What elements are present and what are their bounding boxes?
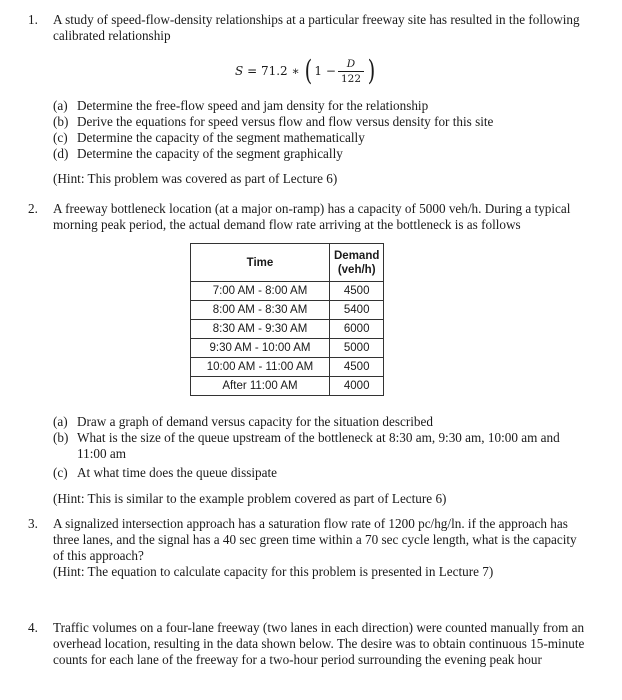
demand-cell: 4500 — [330, 358, 384, 377]
question-1-parts — [28, 98, 588, 187]
question-text: A signalized intersection approach has a saturation flow rate of 1200 pc/hg/ln. if the approach has three lanes, and the signal has a 40 sec green time within a 70 sec cycle length, what is the capacity of this approach? — [53, 516, 577, 563]
sub-item — [53, 146, 588, 162]
question-number: 1. — [28, 12, 38, 27]
sub-item — [53, 414, 588, 430]
question-2-parts — [28, 414, 588, 507]
sub-item-text: Determine the capacity of the segment graphically — [77, 146, 343, 161]
speed-density-formula — [235, 54, 377, 88]
question-3 — [28, 516, 588, 580]
sub-item — [53, 430, 588, 462]
question-1 — [28, 12, 588, 44]
fraction-numerator: D — [346, 57, 356, 70]
sub-item — [53, 465, 588, 481]
table-row — [191, 339, 384, 358]
sub-item-label: (a) — [53, 98, 68, 113]
question-4 — [28, 620, 588, 668]
header-demand-line1: Demand — [334, 249, 380, 262]
formula-minus: − — [325, 64, 336, 78]
formula-multiply: ∗ — [291, 64, 300, 78]
sub-item-label: (c) — [53, 465, 68, 480]
demand-cell: 5400 — [330, 301, 384, 320]
table-row — [191, 320, 384, 339]
fraction-denominator: 122 — [338, 71, 364, 85]
table-row — [191, 377, 384, 396]
formula-equals: = — [247, 64, 258, 78]
time-cell: 8:30 AM - 9:30 AM — [191, 320, 330, 339]
question-text: A study of speed-flow-density relationships at a particular freeway site has resulted in the following calibrated relationship — [53, 12, 580, 43]
time-cell: 10:00 AM - 11:00 AM — [191, 358, 330, 377]
question-text: Traffic volumes on a four-lane freeway (two lanes in each direction) were counted manually from an overhead location, resulting in the data shown below. The desire was to obtain continuous 15-minute counts for each lane of the freeway for a two-hour period surrounding the evening peak hour — [53, 620, 585, 667]
sub-item-text: At what time does the queue dissipate — [77, 465, 277, 480]
sub-item-label: (c) — [53, 130, 68, 145]
table-row — [191, 282, 384, 301]
table-row — [191, 358, 384, 377]
sub-item — [53, 98, 588, 114]
question-number: 3. — [28, 516, 38, 531]
demand-table — [190, 243, 384, 396]
sub-item-text: Determine the capacity of the segment mathematically — [77, 130, 365, 145]
demand-cell: 5000 — [330, 339, 384, 358]
question-text: A freeway bottleneck location (at a major on-ramp) has a capacity of 5000 veh/h. During a typical morning peak period, the actual demand flow rate arriving at the bottleneck is as follows — [53, 201, 571, 232]
sub-item-label: (a) — [53, 414, 68, 429]
sub-item-label: (b) — [53, 430, 69, 445]
formula-fraction — [338, 58, 364, 85]
table-header-row — [191, 244, 384, 282]
formula-lhs: S — [235, 64, 244, 78]
question-number: 2. — [28, 201, 38, 216]
hint-text: (Hint: The equation to calculate capacity for this problem is presented in Lecture 7) — [53, 564, 494, 579]
sub-item — [53, 130, 588, 146]
open-paren: ( — [305, 54, 313, 87]
sub-item-text: Draw a graph of demand versus capacity for the situation described — [77, 414, 433, 429]
table-header-time: Time — [191, 244, 330, 282]
hint-text: (Hint: This is similar to the example problem covered as part of Lecture 6) — [53, 491, 447, 506]
time-cell: After 11:00 AM — [191, 377, 330, 396]
sub-item-label: (d) — [53, 146, 69, 161]
demand-cell: 6000 — [330, 320, 384, 339]
hint-text: (Hint: This problem was covered as part of Lecture 6) — [53, 171, 338, 186]
sub-item-label: (b) — [53, 114, 69, 129]
question-2 — [28, 201, 588, 233]
formula-one: 1 — [314, 64, 323, 78]
table-header-demand — [330, 244, 384, 282]
sub-item — [53, 114, 588, 130]
demand-cell: 4500 — [330, 282, 384, 301]
demand-cell: 4000 — [330, 377, 384, 396]
formula-coefficient: 71.2 — [260, 64, 288, 78]
time-cell: 7:00 AM - 8:00 AM — [191, 282, 330, 301]
sub-item-text: Derive the equations for speed versus flow and flow versus density for this site — [77, 114, 494, 129]
time-cell: 9:30 AM - 10:00 AM — [191, 339, 330, 358]
header-demand-line2: (veh/h) — [337, 263, 376, 276]
sub-item-text: Determine the free-flow speed and jam density for the relationship — [77, 98, 429, 113]
time-cell: 8:00 AM - 8:30 AM — [191, 301, 330, 320]
close-paren: ) — [367, 54, 376, 87]
question-number: 4. — [28, 620, 38, 635]
table-row — [191, 301, 384, 320]
sub-item-text: What is the size of the queue upstream of the bottleneck at 8:30 am, 9:30 am, 10:00 am and 11:00 am — [77, 430, 560, 461]
